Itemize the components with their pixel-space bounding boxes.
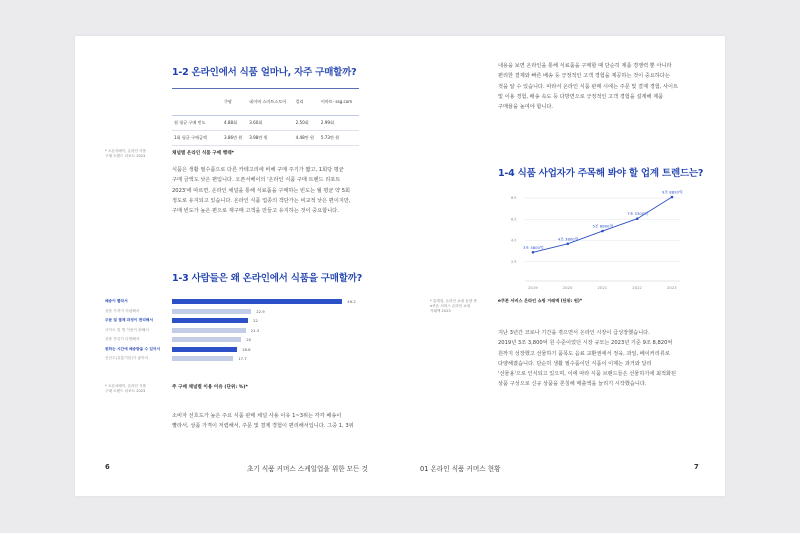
table-cell: 3.60회: [247, 116, 293, 131]
line-chart-caption: e쿠폰 서비스 온라인 쇼핑 거래액 (단위: 원)*: [498, 298, 583, 303]
y-tick-label: 8조: [511, 196, 517, 201]
left-page: [75, 36, 400, 496]
footer-right: 01 온라인 식품 커머스 현황: [420, 465, 501, 473]
table-header-cell: 이마트· ssg.com: [319, 89, 359, 116]
bar-label: 신선도(유통기한)가 좋아서: [105, 356, 149, 360]
right-page: [400, 36, 725, 496]
line-source-note: * 통계청, 온라인 쇼핑 동향 중 e쿠폰 서비스 온라인 쇼핑 거래액 2023: [430, 299, 477, 314]
bar: [172, 318, 248, 323]
bar-chart-caption: 주 구매 채널별 이용 이유 (단위: %)*: [172, 385, 248, 390]
page-number-left: 6: [105, 463, 110, 471]
table-cell: 3.98만 원: [247, 131, 293, 146]
bar-label: 주문 및 결제 과정이 편리해서: [105, 318, 153, 322]
paragraph-top: 내용을 보면 온라인을 통해 식료품을 구매할 때 단순히 제품 경쟁력 뿐 아니라 편리한 결제와 빠른 배송 등 긍정적인 고객 경험을 제공하는 것이 중요하다는 것을 알 수 있습니다. 따라서 온라인 식품 판매 시에는 주문 및 결제 경험, 사이트 및 이용 경험, 배송 속도 등 다방면으로 긍정적인 고객 경험을 설계해 제품 구매율을 높여야 합니다.: [498, 63, 679, 111]
page-number-right: 7: [694, 463, 699, 471]
bar: [172, 328, 246, 333]
bar-value: 17.7: [238, 356, 247, 362]
data-label: 3조 3800억: [523, 244, 544, 250]
bar-value: 22.9: [256, 308, 265, 314]
ecoupon-line-chart: [495, 186, 695, 301]
table-source-note: * 오픈서베이, 온라인 식품 구매 트렌드 리포트 2023: [105, 149, 147, 159]
table-cell: 4.88회: [222, 116, 247, 131]
bar: [172, 337, 241, 342]
data-label: 9조 8820억: [662, 189, 683, 195]
table-header-cell: 네이버 스마트스토어: [247, 89, 293, 116]
table-cell: 2.99회: [319, 116, 359, 131]
y-tick-label: 2조: [511, 259, 517, 264]
section-heading-1-2: 1-2 온라인에서 식품 얼마나, 자주 구매할까?: [172, 67, 357, 78]
data-point: [566, 242, 569, 245]
data-point: [532, 251, 535, 254]
bar-label: 상품 종류가 다양해서: [105, 337, 140, 341]
table-row: [172, 131, 359, 146]
bar: [172, 356, 233, 361]
table-caption: 채널별 온라인 식품 구매 행태*: [172, 151, 235, 156]
bar-label: 상품 가격이 저렴해서: [105, 308, 140, 313]
footer-left: 초기 식품 커머스 스케일업을 위한 모든 것: [247, 465, 368, 473]
bar: [172, 309, 251, 314]
data-point: [671, 196, 674, 199]
bar-value: 21.3: [250, 327, 260, 333]
table-header-cell: 컬리: [294, 89, 319, 116]
data-label: 7조 3300억: [627, 211, 648, 217]
bar-label: 배송이 빨라서: [105, 299, 128, 303]
bar-label: 원하는 시간에 배송받을 수 있어서: [105, 346, 161, 351]
y-tick-label: 6조: [511, 217, 517, 222]
x-tick-label: 2020: [562, 285, 573, 290]
bar-value: 20: [246, 337, 252, 343]
paragraph-1-3: 소비자 선호도가 높은 주요 식품 판매 채널 사용 이유 1~3위는 각각 배송이 빨라서, 상품 가격이 저렴해서, 주문 및 결제 경험이 편리해서입니다. 그중 1, 3위: [172, 413, 354, 430]
bar-label: 사이트 및 앱 이용이 편해서: [105, 327, 149, 332]
table-cell: 5.73만 원: [319, 131, 359, 146]
bar-value: 22: [253, 318, 258, 324]
bar-source-note: * 오픈서베이, 온라인 식품 구매 트렌드 리포트 2023: [105, 384, 147, 394]
paragraph-1-2: 식품은 생활 필수품으로 다른 카테고리에 비해 구매 주기가 짧고, 1회당 평균 구매 금액도 낮은 편입니다. 오픈서베이의 '온라인 식품 구매 트렌드 리포트 2023'에 따르면, 온라인 채널을 통해 식료품을 구매하는 빈도는 월 평균 약 5회 정도로 유지되고 있습니다. 온라인 식품 업종의 객단가는 비교적 낮은 편이지만, 구매 빈도가 높은 편으로 재구매 고객을 만들고 유지하는 것이 중요합니다.: [172, 167, 351, 215]
book-spread: [75, 36, 725, 496]
section-heading-1-3: 1-3 사람들은 왜 온라인에서 식품을 구매할까?: [172, 273, 363, 284]
paragraph-1-4: 지난 3년간 코로나 기간을 겪으면서 온라인 시장이 급성장했습니다. 2019년 3조 3,800억 원 수준이었던 시장 규모는 2023년 기준 9조 8,820억 원까지 성장했고 선물하기 품목도 음료 교환권에서 정육, 과일, 베이커리류로 다양해졌습니다. 단순히 생활 필수품이던 식품이 이제는 과거와 달리 '선물용'으로 인식되고 있으며, 이에 따라 식품 브랜드들은 선물하기에 최적화된 상품 구성으로 신규 상품을 론칭해 매출액을 늘리기 시작했습니다.: [498, 330, 677, 388]
x-tick-label: 2022: [632, 285, 642, 290]
x-tick-label: 2021: [597, 285, 608, 290]
table-row: [172, 116, 359, 131]
table-cell: 3.86만 원: [222, 131, 247, 146]
table-header-cell: 쿠팡: [222, 89, 247, 116]
section-heading-1-4: 1-4 식품 사업자가 주목해 봐야 할 업계 트렌드는?: [498, 168, 704, 179]
data-point: [636, 217, 639, 220]
x-tick-label: 2023: [667, 285, 677, 290]
purchase-behavior-table: [172, 88, 359, 146]
table-cell: 4.48만 원: [294, 131, 319, 146]
bar-value: 49.2: [347, 299, 356, 305]
bar: [172, 299, 342, 304]
y-tick-label: 4조: [511, 238, 517, 243]
data-label: 4조 3800억: [557, 236, 579, 242]
bar-value: 18.8: [242, 346, 251, 352]
table-cell: 월 평균 구매 빈도: [172, 116, 222, 131]
table-cell: 1회 평균 구매금액: [172, 131, 222, 146]
bar: [172, 347, 237, 352]
data-point: [601, 230, 604, 233]
data-label: 5조 8800억: [592, 223, 614, 229]
table-header-cell: [172, 89, 222, 116]
table-cell: 2.50회: [294, 116, 319, 131]
x-tick-label: 2019: [528, 285, 538, 290]
